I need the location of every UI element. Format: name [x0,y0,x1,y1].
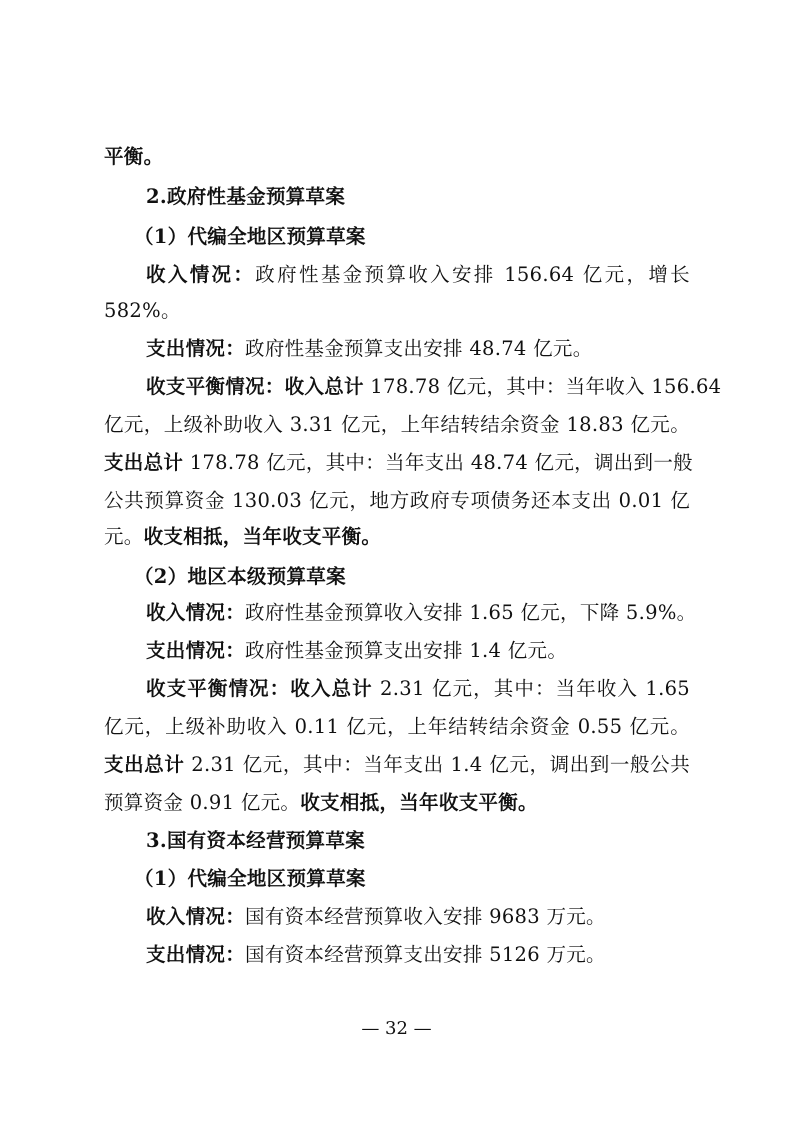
paragraph-line [146,636,746,666]
paragraph-line [104,448,693,478]
bold-label: 支出情况： [146,337,246,360]
text-span: 2.政府性基金预算草案 [146,185,346,208]
paragraph-line [104,410,690,440]
paragraph-line [104,788,704,818]
subsection-heading [134,562,734,592]
paragraph-line [146,372,722,402]
paragraph-line [146,674,690,704]
text-span: 582%。 [104,299,181,322]
bold-label: 收支平衡情况：收入总计 [146,375,364,398]
section-heading [146,182,746,212]
bold-label: 支出总计 [104,753,185,776]
paragraph-line [104,750,690,780]
page-number: — 32 — [361,1018,432,1039]
text-span: 平衡。 [104,145,164,168]
bold-label: 收支平衡情况：收入总计 [146,677,373,700]
text-span: 国有资本经营预算支出安排 5126 万元。 [245,943,606,966]
paragraph-line [104,522,704,552]
text-span: 178.78 亿元，其中：当年支出 48.74 亿元，调出到一般 [183,451,693,474]
text-span: 2.31 亿元，其中：当年支出 1.4 亿元，调出到一般公共 [184,753,691,776]
text-span: （1）代编全地区预算草案 [134,225,366,248]
paragraph-line [146,260,690,290]
text-span: 2.31 亿元，其中：当年收入 1.65 [372,677,690,700]
text-span: 政府性基金预算收入安排 1.65 亿元，下降 5.9%。 [245,601,697,624]
text-span: 政府性基金预算收入安排 156.64 亿元，增长 [255,263,690,286]
paragraph-line [146,598,746,628]
bold-label: 支出情况： [146,639,246,662]
bold-label: 支出情况： [146,943,246,966]
paragraph-line [104,486,690,516]
text-span: 预算资金 0.91 亿元。 [104,791,301,814]
text-span: 政府性基金预算支出安排 1.4 亿元。 [245,639,568,662]
text-span: 3.国有资本经营预算草案 [146,829,365,852]
paragraph-line [146,940,746,970]
subsection-heading [134,222,734,252]
bold-label: 收入情况： [146,601,246,624]
bold-label: 收支相抵，当年收支平衡。 [143,525,382,548]
text-span: （1）代编全地区预算草案 [134,867,366,890]
paragraph-line [146,902,746,932]
bold-label: 收入情况： [146,905,246,928]
text-span: 亿元，上级补助收入 3.31 亿元，上年结转结余资金 18.83 亿元。 [104,413,690,436]
paragraph-line [104,296,704,326]
paragraph-line [146,334,746,364]
text-span: 国有资本经营预算收入安排 9683 万元。 [245,905,606,928]
text-span: 178.78 亿元，其中：当年收入 156.64 [363,375,722,398]
text-span: 公共预算资金 130.03 亿元，地方政府专项债务还本支出 0.01 亿 [104,489,690,512]
bold-label: 支出总计 [104,451,184,474]
text-span: （2）地区本级预算草案 [134,565,346,588]
text-span: 元。 [104,525,144,548]
bold-label: 收支相抵，当年收支平衡。 [300,791,538,814]
subsection-heading [134,864,734,894]
bold-label: 收入情况： [146,263,256,286]
paragraph-line [104,142,704,172]
text-span: 亿元，上级补助收入 0.11 亿元，上年结转结余资金 0.55 亿元。 [104,715,690,738]
text-span: 政府性基金预算支出安排 48.74 亿元。 [245,337,593,360]
section-heading [146,826,746,856]
paragraph-line [104,712,690,742]
